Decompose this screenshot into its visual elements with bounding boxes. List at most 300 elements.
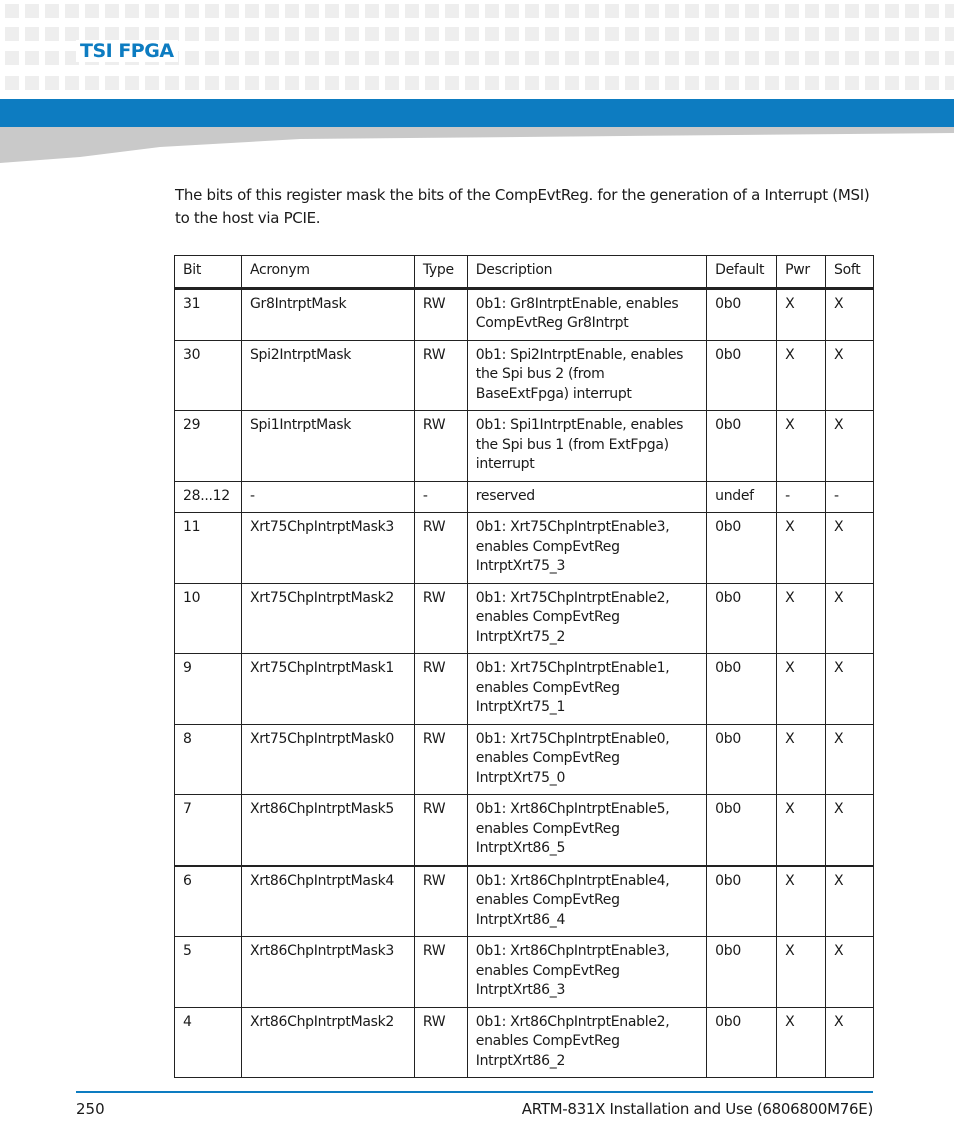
table-cell: X: [777, 340, 826, 411]
tile: [925, 51, 939, 65]
tile: [265, 51, 279, 65]
table-cell: Xrt75ChpIntrptMask1: [241, 654, 414, 725]
tile: [645, 27, 659, 41]
tile: [885, 76, 899, 90]
tile: [365, 4, 379, 18]
tile: [245, 51, 259, 65]
table-cell: 0b0: [707, 937, 777, 1008]
table-row: [175, 583, 874, 654]
table-cell: X: [826, 654, 874, 725]
tile: [265, 4, 279, 18]
tile: [45, 27, 59, 41]
tile: [925, 4, 939, 18]
tile: [865, 76, 879, 90]
table-cell: 0b1: Xrt86ChpIntrptEnable2, enables CompEvtReg IntrptXrt86_2: [467, 1007, 706, 1078]
tile: [485, 51, 499, 65]
tile: [825, 76, 839, 90]
table-cell: 29: [175, 411, 242, 482]
table-cell: Spi2IntrptMask: [241, 340, 414, 411]
tile: [5, 76, 19, 90]
tile: [905, 76, 919, 90]
tile: [665, 4, 679, 18]
tile: [805, 51, 819, 65]
tile: [625, 4, 639, 18]
table-cell: 0b1: Xrt75ChpIntrptEnable3, enables CompEvtReg IntrptXrt75_3: [467, 513, 706, 584]
tile: [465, 76, 479, 90]
tile: [285, 4, 299, 18]
tile: [625, 76, 639, 90]
table-cell: X: [777, 288, 826, 340]
column-header: Acronym: [241, 256, 414, 289]
table-cell: X: [777, 724, 826, 795]
tile: [365, 27, 379, 41]
tile: [705, 76, 719, 90]
table-cell: X: [777, 1007, 826, 1078]
tile: [465, 51, 479, 65]
table-cell: Xrt86ChpIntrptMask2: [241, 1007, 414, 1078]
tile: [905, 27, 919, 41]
tile: [25, 27, 39, 41]
tile: [625, 27, 639, 41]
table-row: [175, 411, 874, 482]
tile: [245, 76, 259, 90]
tile: [325, 27, 339, 41]
table-cell: Xrt75ChpIntrptMask3: [241, 513, 414, 584]
table-cell: 0b1: Xrt86ChpIntrptEnable5, enables CompEvtReg IntrptXrt86_5: [467, 795, 706, 866]
table-cell: 28...12: [175, 481, 242, 513]
table-cell: 0b0: [707, 1007, 777, 1078]
table-cell: reserved: [467, 481, 706, 513]
tile: [765, 27, 779, 41]
document-title: ARTM-831X Installation and Use (6806800M76E): [521, 1100, 873, 1118]
tile: [725, 76, 739, 90]
table-row: [175, 654, 874, 725]
tile: [845, 51, 859, 65]
tile: [285, 76, 299, 90]
tile: [585, 27, 599, 41]
tile: [225, 51, 239, 65]
tile: [105, 4, 119, 18]
table-cell: X: [826, 724, 874, 795]
tile: [285, 51, 299, 65]
table-cell: 0b0: [707, 340, 777, 411]
tile: [85, 76, 99, 90]
table-cell: 8: [175, 724, 242, 795]
tile: [905, 51, 919, 65]
tile: [325, 51, 339, 65]
table-cell: RW: [414, 795, 467, 866]
tile: [365, 51, 379, 65]
column-header: Soft: [826, 256, 874, 289]
tile: [585, 51, 599, 65]
table-cell: X: [777, 795, 826, 866]
table-cell: RW: [414, 866, 467, 937]
table-cell: RW: [414, 654, 467, 725]
table-cell: X: [826, 866, 874, 937]
tile: [845, 4, 859, 18]
header-blue-band: [0, 99, 954, 127]
table-cell: 0b0: [707, 583, 777, 654]
tile: [565, 27, 579, 41]
tile: [85, 27, 99, 41]
tile: [225, 27, 239, 41]
table-cell: 31: [175, 288, 242, 340]
tile: [685, 51, 699, 65]
table-cell: RW: [414, 288, 467, 340]
tile: [465, 4, 479, 18]
section-title: TSI FPGA: [76, 40, 178, 62]
tile: [405, 27, 419, 41]
tile: [525, 4, 539, 18]
tile: [705, 4, 719, 18]
tile: [825, 4, 839, 18]
tile: [305, 76, 319, 90]
table-cell: 0b1: Xrt86ChpIntrptEnable3, enables CompEvtReg IntrptXrt86_3: [467, 937, 706, 1008]
table-cell: X: [826, 411, 874, 482]
tile: [65, 4, 79, 18]
tile: [585, 4, 599, 18]
tile: [585, 76, 599, 90]
table-cell: 0b0: [707, 795, 777, 866]
tile: [545, 27, 559, 41]
table-cell: X: [777, 654, 826, 725]
table-cell: 0b0: [707, 866, 777, 937]
table-cell: 7: [175, 795, 242, 866]
tile: [545, 4, 559, 18]
intro-paragraph: The bits of this register mask the bits of the CompEvtReg. for the generation of a Interrupt (MSI) to the host via PCIE.: [175, 186, 870, 227]
tile: [945, 27, 954, 41]
table-cell: RW: [414, 513, 467, 584]
table-cell: X: [777, 583, 826, 654]
tile: [785, 27, 799, 41]
tile: [725, 4, 739, 18]
tile: [365, 76, 379, 90]
tile: [425, 76, 439, 90]
table-cell: 0b0: [707, 724, 777, 795]
table-cell: X: [777, 937, 826, 1008]
tile: [465, 27, 479, 41]
tile-row: [0, 76, 954, 90]
tile: [85, 4, 99, 18]
tile: [685, 27, 699, 41]
tile: [925, 76, 939, 90]
tile: [305, 4, 319, 18]
tile: [5, 4, 19, 18]
tile: [185, 51, 199, 65]
register-table: [174, 255, 874, 1078]
tile: [685, 4, 699, 18]
tile: [725, 27, 739, 41]
table-cell: -: [241, 481, 414, 513]
column-header: Default: [707, 256, 777, 289]
tile-row: [0, 4, 954, 18]
tile: [725, 51, 739, 65]
table-cell: X: [826, 1007, 874, 1078]
table-cell: X: [777, 411, 826, 482]
table-cell: X: [826, 583, 874, 654]
tile: [485, 76, 499, 90]
tile: [385, 76, 399, 90]
table-cell: 30: [175, 340, 242, 411]
tile: [945, 76, 954, 90]
tile: [865, 27, 879, 41]
tile: [65, 27, 79, 41]
tile: [305, 27, 319, 41]
tile: [25, 4, 39, 18]
tile: [785, 4, 799, 18]
table-cell: 0b1: Spi2IntrptEnable, enables the Spi bus 2 (from BaseExtFpga) interrupt: [467, 340, 706, 411]
tile: [605, 51, 619, 65]
tile: [345, 4, 359, 18]
column-header: Type: [414, 256, 467, 289]
table-cell: Xrt86ChpIntrptMask4: [241, 866, 414, 937]
tile: [345, 76, 359, 90]
tile: [925, 27, 939, 41]
tile: [165, 4, 179, 18]
table-cell: Xrt75ChpIntrptMask2: [241, 583, 414, 654]
tile: [765, 4, 779, 18]
table-cell: X: [826, 513, 874, 584]
tile: [745, 51, 759, 65]
tile: [165, 27, 179, 41]
tile: [285, 27, 299, 41]
tile: [305, 51, 319, 65]
table-cell: RW: [414, 340, 467, 411]
tile: [45, 4, 59, 18]
tile: [445, 27, 459, 41]
table-cell: 0b1: Xrt75ChpIntrptEnable1, enables CompEvtReg IntrptXrt75_1: [467, 654, 706, 725]
table-cell: RW: [414, 937, 467, 1008]
tile: [525, 27, 539, 41]
tile: [665, 27, 679, 41]
tile: [605, 4, 619, 18]
tile: [125, 27, 139, 41]
tile: [565, 4, 579, 18]
tile: [825, 51, 839, 65]
tile: [125, 76, 139, 90]
tile: [125, 4, 139, 18]
table-cell: X: [826, 340, 874, 411]
tile: [745, 27, 759, 41]
tile: [225, 4, 239, 18]
table-cell: RW: [414, 411, 467, 482]
table-row: [175, 866, 874, 937]
table-cell: 0b0: [707, 288, 777, 340]
table-cell: 4: [175, 1007, 242, 1078]
tile: [425, 27, 439, 41]
table-cell: 11: [175, 513, 242, 584]
tile: [225, 76, 239, 90]
page-number: 250: [76, 1100, 105, 1118]
tile: [885, 4, 899, 18]
tile: [385, 51, 399, 65]
table-cell: X: [777, 513, 826, 584]
tile: [665, 51, 679, 65]
tile: [25, 51, 39, 65]
tile: [805, 76, 819, 90]
tile: [885, 51, 899, 65]
tile: [205, 76, 219, 90]
tile: [385, 27, 399, 41]
table-cell: X: [826, 795, 874, 866]
table-cell: Xrt86ChpIntrptMask3: [241, 937, 414, 1008]
table-cell: Xrt75ChpIntrptMask0: [241, 724, 414, 795]
table-cell: 0b0: [707, 411, 777, 482]
table-cell: Xrt86ChpIntrptMask5: [241, 795, 414, 866]
table-cell: RW: [414, 1007, 467, 1078]
tile: [645, 76, 659, 90]
tile: [265, 27, 279, 41]
tile: [185, 76, 199, 90]
tile: [765, 76, 779, 90]
table-row: [175, 1007, 874, 1078]
tile: [785, 51, 799, 65]
tile: [945, 4, 954, 18]
tile: [685, 76, 699, 90]
tile: [45, 51, 59, 65]
tile: [145, 4, 159, 18]
footer-rule: [76, 1091, 873, 1093]
tile: [145, 27, 159, 41]
tile: [625, 51, 639, 65]
tile: [185, 4, 199, 18]
tile: [265, 76, 279, 90]
table-cell: Spi1IntrptMask: [241, 411, 414, 482]
tile: [485, 4, 499, 18]
tile: [705, 27, 719, 41]
tile: [905, 4, 919, 18]
table-cell: 9: [175, 654, 242, 725]
table-cell: -: [777, 481, 826, 513]
table-cell: undef: [707, 481, 777, 513]
tile: [765, 51, 779, 65]
tile: [805, 4, 819, 18]
tile: [245, 4, 259, 18]
tile: [505, 4, 519, 18]
tile: [425, 4, 439, 18]
table-cell: Gr8IntrptMask: [241, 288, 414, 340]
table-cell: 0b1: Xrt75ChpIntrptEnable2, enables CompEvtReg IntrptXrt75_2: [467, 583, 706, 654]
tile: [605, 27, 619, 41]
tile: [865, 4, 879, 18]
tile: [325, 76, 339, 90]
tile: [885, 27, 899, 41]
tile: [245, 27, 259, 41]
tile: [525, 51, 539, 65]
table-cell: -: [414, 481, 467, 513]
table-cell: RW: [414, 583, 467, 654]
tile: [445, 51, 459, 65]
tile: [845, 76, 859, 90]
tile: [105, 76, 119, 90]
table-cell: X: [826, 937, 874, 1008]
table-row: [175, 513, 874, 584]
table-cell: 6: [175, 866, 242, 937]
tile: [5, 51, 19, 65]
tile: [505, 76, 519, 90]
tile: [405, 51, 419, 65]
column-header: Pwr: [777, 256, 826, 289]
table-cell: X: [826, 288, 874, 340]
table-cell: 0b0: [707, 654, 777, 725]
table-row: [175, 481, 874, 513]
tile: [785, 76, 799, 90]
table-cell: 0b1: Xrt86ChpIntrptEnable4, enables CompEvtReg IntrptXrt86_4: [467, 866, 706, 937]
tile: [505, 51, 519, 65]
tile: [865, 51, 879, 65]
table-row: [175, 937, 874, 1008]
table-cell: 0b1: Spi1IntrptEnable, enables the Spi bus 1 (from ExtFpga) interrupt: [467, 411, 706, 482]
tile: [65, 76, 79, 90]
tile: [745, 4, 759, 18]
tile: [185, 27, 199, 41]
tile: [205, 27, 219, 41]
tile: [825, 27, 839, 41]
tile: [565, 51, 579, 65]
tile: [445, 76, 459, 90]
tile: [745, 76, 759, 90]
tile: [665, 76, 679, 90]
tile: [145, 76, 159, 90]
tile: [645, 51, 659, 65]
tile: [805, 27, 819, 41]
tile: [445, 4, 459, 18]
tile: [425, 51, 439, 65]
header-gray-wedge: [0, 127, 954, 163]
tile: [945, 51, 954, 65]
tile: [705, 51, 719, 65]
tile: [545, 51, 559, 65]
table-cell: 5: [175, 937, 242, 1008]
table-cell: 0b1: Xrt75ChpIntrptEnable0, enables CompEvtReg IntrptXrt75_0: [467, 724, 706, 795]
table-row: [175, 724, 874, 795]
table-header-row: [175, 256, 874, 289]
tile: [645, 4, 659, 18]
table-cell: 10: [175, 583, 242, 654]
table-cell: RW: [414, 724, 467, 795]
tile: [605, 76, 619, 90]
tile: [5, 27, 19, 41]
tile: [405, 76, 419, 90]
table-cell: 0b1: Gr8IntrptEnable, enables CompEvtReg Gr8Intrpt: [467, 288, 706, 340]
column-header: Bit: [175, 256, 242, 289]
tile: [205, 4, 219, 18]
tile: [45, 76, 59, 90]
table-cell: -: [826, 481, 874, 513]
tile: [505, 27, 519, 41]
tile: [345, 51, 359, 65]
tile: [165, 76, 179, 90]
tile: [25, 76, 39, 90]
tile: [345, 27, 359, 41]
tile: [105, 27, 119, 41]
table-row: [175, 340, 874, 411]
tile: [485, 27, 499, 41]
table-row: [175, 795, 874, 866]
tile: [845, 27, 859, 41]
table-cell: 0b0: [707, 513, 777, 584]
tile: [565, 76, 579, 90]
tile: [205, 51, 219, 65]
tile: [405, 4, 419, 18]
tile-row: [0, 27, 954, 41]
table-cell: X: [777, 866, 826, 937]
tile: [525, 76, 539, 90]
tile: [385, 4, 399, 18]
tile: [325, 4, 339, 18]
tile: [545, 76, 559, 90]
table-row: [175, 288, 874, 340]
